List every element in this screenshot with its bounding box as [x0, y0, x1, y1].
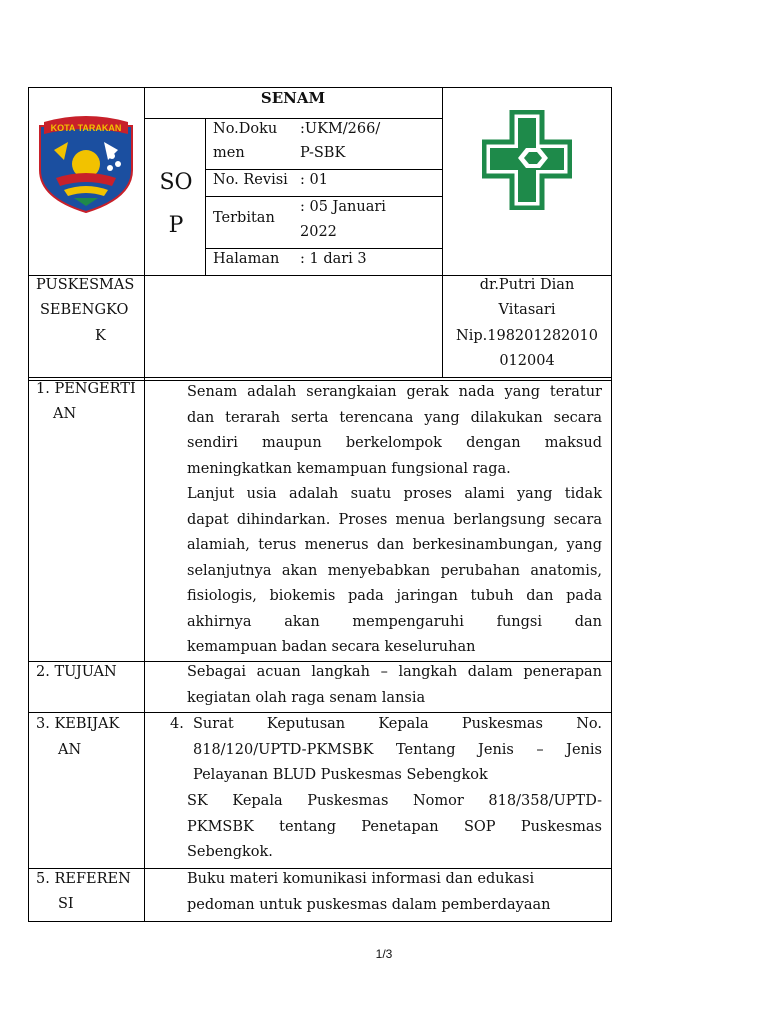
signer-name-2: Vitasari [498, 302, 556, 318]
sop-label-2: P [168, 213, 184, 238]
field-no-dokumen-label-2: men [213, 145, 245, 161]
section-label-kebijakan-1: 3. KEBIJAK [36, 716, 120, 732]
referensi-text [187, 867, 602, 918]
tujuan-line: Sebagai acuan langkah – langkah dalam penerapan [187, 664, 602, 680]
pengertian-line: akhirnya akan mempengaruhi fungsi dan [187, 613, 602, 630]
kebijakan-line: Surat Keputusan Kepala Puskesmas No. [193, 716, 602, 732]
field-halaman-label: Halaman [213, 251, 280, 267]
org-name-3: K [95, 328, 106, 344]
document-title: SENAM [260, 89, 326, 107]
kebijakan-text-1 [193, 712, 602, 789]
kebijakan-line: Sebengkok. [187, 844, 273, 860]
tujuan-line: kegiatan olah raga senam lansia [187, 689, 426, 706]
kota-tarakan-logo [34, 112, 138, 216]
col-sep-1 [144, 87, 145, 922]
pengertian-line: selanjutnya akan menyebabkan perubahan anatomis, [187, 562, 602, 579]
section-label-pengertian-2: AN [53, 406, 77, 422]
field-terbitan-label: Terbitan [213, 210, 275, 226]
kebijakan-line: 818/120/UPTD-PKMSBK Tentang Jenis – Jenis [193, 741, 602, 758]
kebijakan-number: 4. [170, 716, 184, 732]
signer-name-1: dr.Putri Dian [479, 277, 575, 293]
referensi-line: pedoman untuk puskesmas dalam pemberdayaan [187, 896, 551, 913]
sop-label-1: SO [159, 170, 193, 195]
org-name-2: SEBENGKO [40, 302, 129, 318]
field-halaman-value: : 1 dari 3 [300, 251, 367, 267]
pengertian-line: alamiah, terus menerus dan berkesinambungan, yang [187, 537, 602, 553]
svg-text:KOTA TARAKAN: KOTA TARAKAN [50, 123, 122, 133]
section-label-pengertian-1: 1. PENGERTI [36, 381, 136, 397]
row-sep-title [144, 118, 442, 119]
field-terbitan-value-2: 2022 [300, 224, 337, 240]
tujuan-text [187, 660, 602, 711]
kebijakan-line: Pelayanan BLUD Puskesmas Sebengkok [193, 767, 488, 783]
field-no-dokumen-value-1: :UKM/266/ [300, 121, 381, 137]
section-label-tujuan: 2. TUJUAN [36, 664, 117, 680]
pengertian-text [187, 380, 602, 661]
pengertian-line: meningkatkan kemampuan fungsional raga. [187, 460, 511, 477]
table-border-right [611, 87, 612, 922]
table-border-left [28, 87, 29, 922]
signer-nip-2: 012004 [499, 353, 555, 369]
org-name-1: PUSKESMAS [36, 277, 135, 293]
kebijakan-line: PKMSBK tentang Penetapan SOP Puskesmas [187, 818, 602, 835]
pengertian-line: Lanjut usia adalah suatu proses alami yang tidak [187, 486, 602, 502]
field-terbitan-value-1: : 05 Januari [300, 199, 386, 215]
pengertian-line: sendiri maupun berkelompok dengan maksud [187, 435, 602, 451]
kebijakan-text-2 [187, 789, 602, 866]
col-sep-2 [205, 118, 206, 276]
table-border-bottom [28, 921, 612, 922]
field-revisi-value: : 01 [300, 172, 328, 188]
section-label-referensi-2: SI [58, 896, 74, 912]
page-number: 1/3 [375, 947, 393, 961]
field-revisi-label: No. Revisi [213, 172, 288, 188]
section-label-kebijakan-2: AN [58, 742, 82, 758]
pengertian-line: dan terarah serta terencana yang dilakukan secara [187, 409, 602, 426]
kebijakan-line: SK Kepala Puskesmas Nomor 818/358/UPTD- [187, 793, 602, 809]
section-label-referensi-1: 5. REFEREN [36, 871, 131, 887]
pengertian-line: dapat dihindarkan. Proses menua berlangsung secara [187, 511, 602, 528]
pengertian-line: fisiologis, biokemis pada jaringan tubuh dan pada [187, 588, 602, 604]
signer-nip-1: Nip.198201282010 [456, 328, 598, 344]
puskesmas-cross-logo [482, 110, 572, 210]
field-no-dokumen-value-2: P-SBK [300, 145, 346, 161]
pengertian-line: Senam adalah serangkaian gerak nada yang teratur [187, 384, 602, 400]
referensi-line: Buku materi komunikasi informasi dan edukasi [187, 871, 535, 887]
pengertian-line: kemampuan badan secara keseluruhan [187, 639, 476, 655]
field-no-dokumen-label-1: No.Doku [213, 121, 278, 137]
